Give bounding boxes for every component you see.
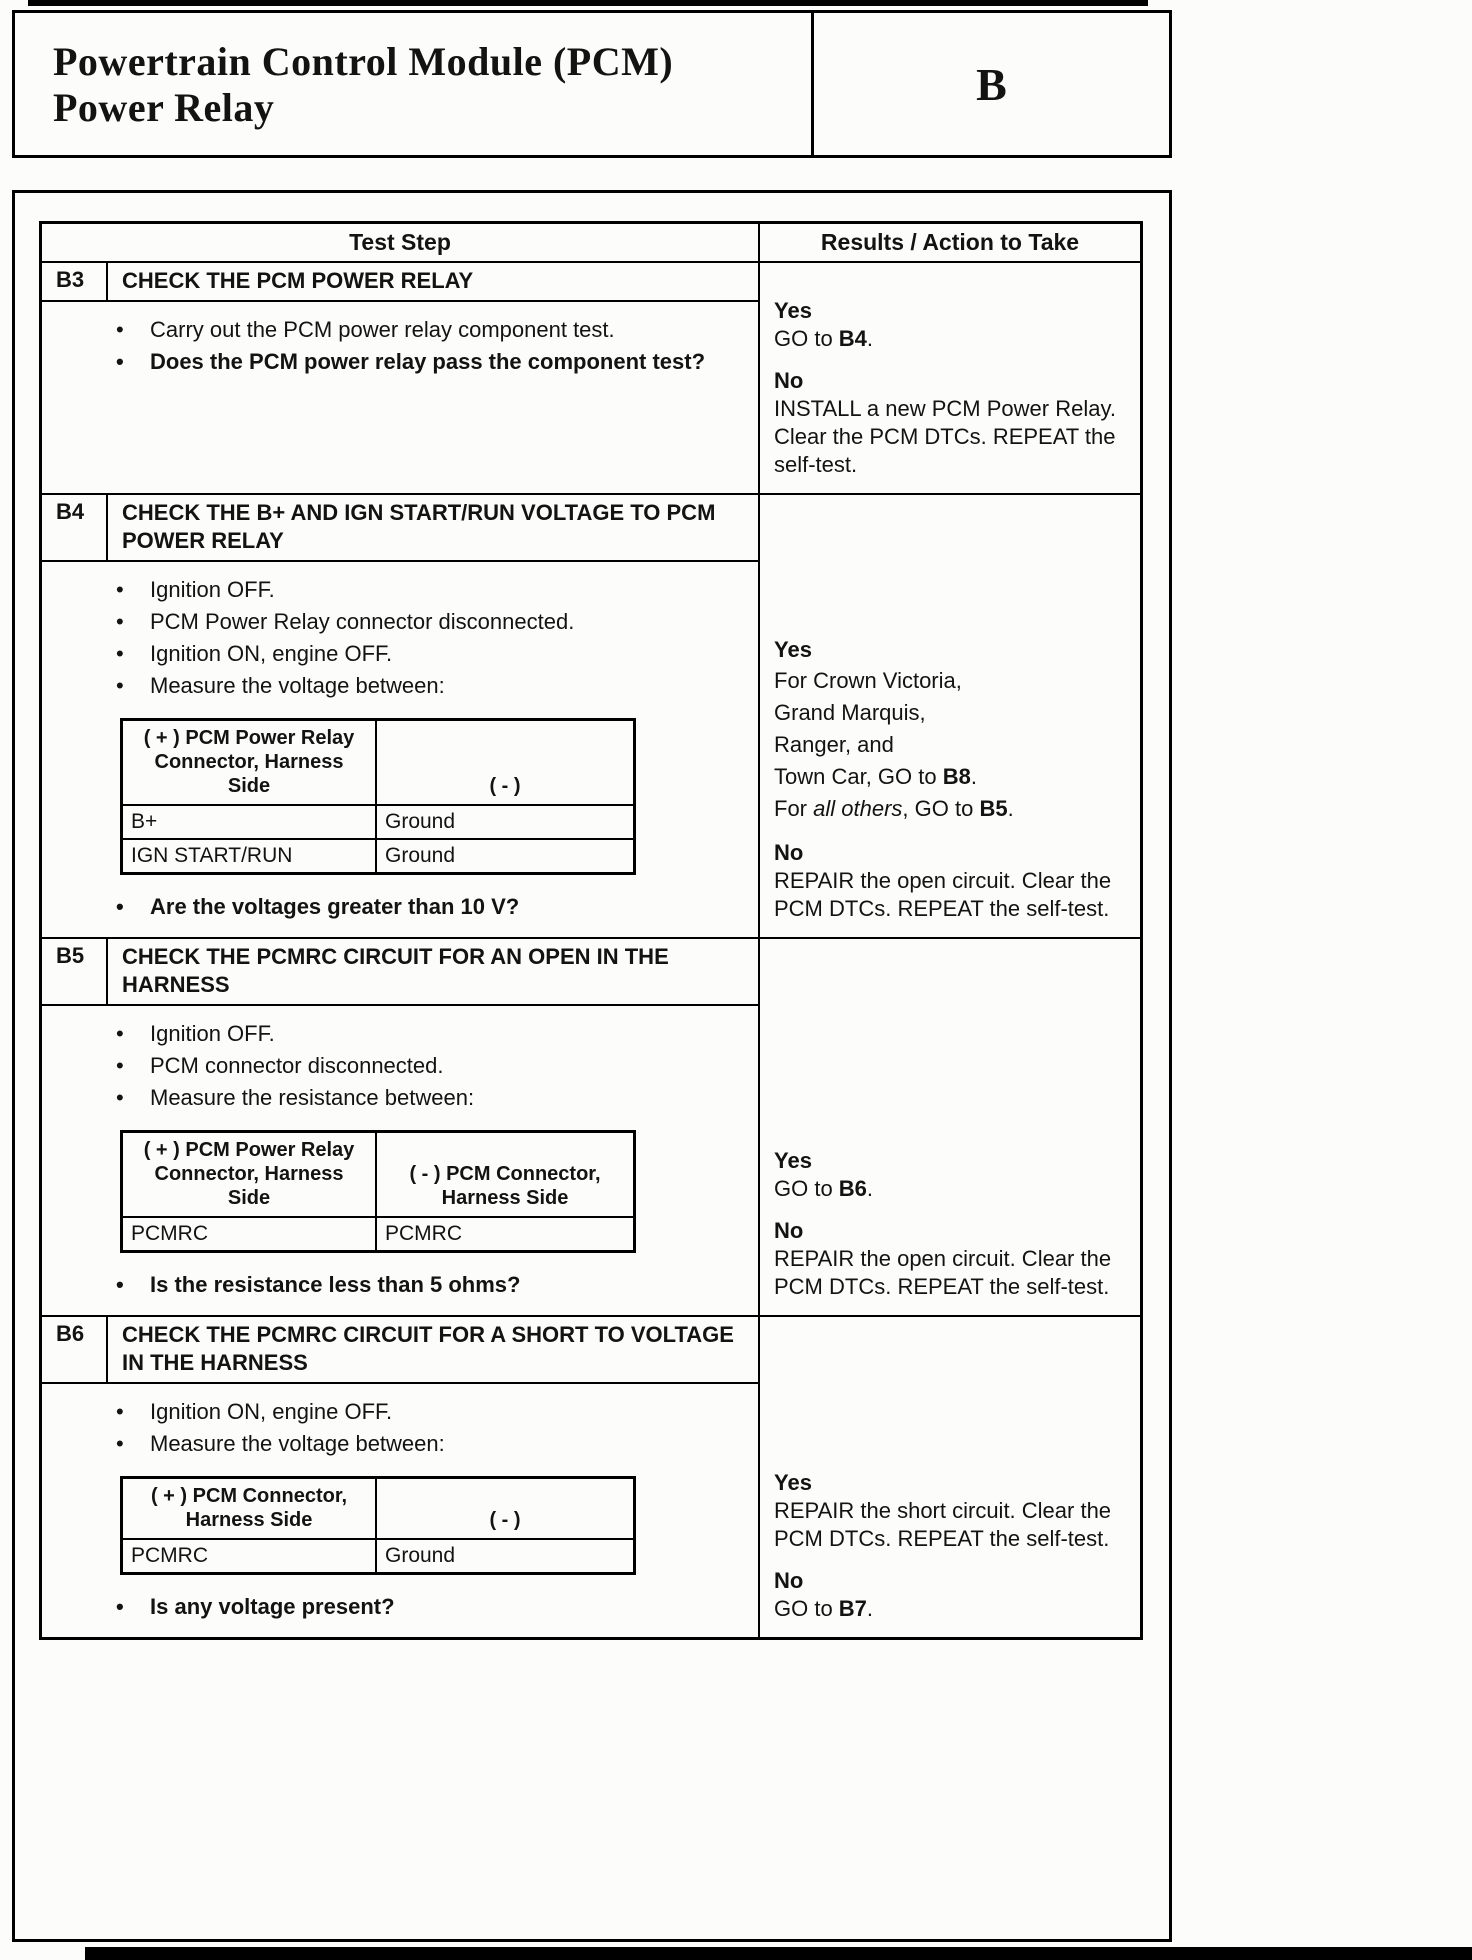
- yes-block: [774, 634, 1130, 825]
- bullet-text: PCM Power Relay connector disconnected.: [150, 608, 575, 634]
- plus-header-cell: ( + ) PCM Power Relay Connector, Harness Side: [123, 721, 377, 804]
- minus-cell: Ground: [385, 809, 456, 833]
- document-header: [12, 10, 1172, 158]
- step-b4-body: [42, 562, 758, 937]
- step-b5-results-cell: [760, 939, 1140, 1315]
- page-title-line1: Powertrain Control Module (PCM): [53, 39, 674, 84]
- yes-action: [774, 325, 1130, 353]
- yes-label: Yes: [774, 636, 812, 662]
- pinpoint-test-table: [39, 221, 1143, 1640]
- action-text: GO to: [774, 325, 839, 351]
- bullet-icon: •: [116, 640, 124, 666]
- bullet-text: Ignition ON, engine OFF.: [150, 640, 393, 666]
- yes-action-line: Ranger, and: [774, 732, 894, 758]
- bullet-icon: •: [116, 1398, 124, 1424]
- list-item: [42, 1082, 758, 1114]
- bullet-text: Is the resistance less than 5 ohms?: [150, 1271, 521, 1297]
- bullet-icon: •: [116, 316, 124, 342]
- spacer: [774, 1203, 1130, 1217]
- step-reference: B6: [838, 1176, 867, 1202]
- bullet-text: Is any voltage present?: [150, 1593, 395, 1619]
- bullet-icon: •: [116, 1020, 124, 1046]
- minus-cell: Ground: [385, 843, 456, 867]
- step-row-b5: [42, 937, 1140, 1315]
- plus-header-cell: ( + ) PCM Connector, Harness Side: [123, 1479, 377, 1538]
- results-column-header: Results / Action to Take: [820, 229, 1080, 255]
- bullet-text: Does the PCM power relay pass the component test?: [150, 348, 706, 374]
- no-label: No: [774, 1217, 804, 1243]
- page-title-line2: Power Relay: [53, 85, 275, 130]
- bullet-text: Measure the voltage between:: [150, 1430, 445, 1456]
- list-item-question: [42, 1591, 758, 1623]
- bullet-text: Ignition OFF.: [150, 1020, 275, 1046]
- list-item: [42, 314, 758, 346]
- measurement-table: [120, 1130, 636, 1253]
- yes-action: [774, 1175, 1130, 1203]
- action-text: GO to: [774, 1176, 839, 1202]
- bullet-text: Are the voltages greater than 10 V?: [150, 893, 520, 919]
- step-b3-header: [42, 263, 758, 302]
- page-title: [15, 13, 811, 155]
- bullet-icon: •: [116, 608, 124, 634]
- yes-action-line: Grand Marquis,: [774, 700, 926, 726]
- bullet-icon: •: [116, 1271, 124, 1297]
- list-item-question: [42, 1269, 758, 1301]
- step-b4-test-step-cell: [42, 495, 760, 937]
- list-item: [42, 670, 758, 702]
- no-action: REPAIR the open circuit. Clear the PCM DTCs. REPEAT the self-test.: [774, 1245, 1112, 1299]
- list-item: [42, 574, 758, 606]
- bullet-icon: •: [116, 1593, 124, 1619]
- step-id: B3: [42, 263, 108, 300]
- minus-header-cell: ( - ) PCM Connector, Harness Side: [409, 1163, 601, 1210]
- minus-header-cell: ( - ): [489, 775, 521, 798]
- minus-cell: Ground: [385, 1543, 456, 1567]
- yes-action: REPAIR the short circuit. Clear the PCM DTCs. REPEAT the self-test.: [774, 1497, 1112, 1551]
- action-text: .: [866, 1595, 874, 1621]
- step-title: CHECK THE B+ AND IGN START/RUN VOLTAGE TO PCM POWER RELAY: [122, 499, 716, 554]
- table-header-row: [42, 224, 1140, 263]
- action-text: .: [1007, 795, 1014, 821]
- bullet-icon: •: [116, 1084, 124, 1110]
- measurement-table-header: [123, 1479, 633, 1540]
- plus-cell: B+: [123, 806, 377, 838]
- yes-action-line: [774, 793, 1130, 825]
- list-item: [42, 638, 758, 670]
- bullet-icon: •: [116, 1052, 124, 1078]
- step-title: CHECK THE PCMRC CIRCUIT FOR A SHORT TO VOLTAGE IN THE HARNESS: [122, 1321, 734, 1376]
- yes-label: Yes: [774, 298, 812, 323]
- no-label: No: [774, 367, 804, 393]
- plus-cell: PCMRC: [123, 1218, 377, 1250]
- step-title: CHECK THE PCM POWER RELAY: [122, 268, 474, 293]
- pinpoint-test-frame: [12, 190, 1172, 1942]
- yes-label: Yes: [774, 1148, 812, 1174]
- plus-cell: IGN START/RUN: [123, 840, 377, 872]
- action-text: .: [970, 764, 977, 790]
- step-reference: B4: [838, 325, 867, 351]
- step-id: B4: [42, 495, 108, 560]
- step-id: B5: [42, 939, 108, 1004]
- minus-cell: PCMRC: [385, 1221, 462, 1245]
- measurement-table-header: [123, 721, 633, 806]
- step-b5-header: [42, 939, 758, 1006]
- no-action: REPAIR the open circuit. Clear the PCM DTCs. REPEAT the self-test.: [774, 867, 1112, 921]
- step-b6-body: [42, 1384, 758, 1637]
- step-b6-results-cell: [760, 1317, 1140, 1637]
- table-row: [123, 838, 633, 872]
- step-b6-header: [42, 1317, 758, 1384]
- step-title: CHECK THE PCMRC CIRCUIT FOR AN OPEN IN THE HARNESS: [122, 943, 669, 998]
- bullet-text: Carry out the PCM power relay component test.: [150, 316, 615, 342]
- plus-cell: PCMRC: [123, 1540, 377, 1572]
- step-b6-test-step-cell: [42, 1317, 760, 1637]
- list-item-question: [42, 346, 758, 378]
- bullet-icon: •: [116, 576, 124, 602]
- step-row-b3: [42, 263, 1140, 493]
- bullet-icon: •: [116, 672, 124, 698]
- list-item-question: [42, 891, 758, 923]
- list-item: [42, 1396, 758, 1428]
- bullet-text: Measure the voltage between:: [150, 672, 445, 698]
- bullet-text: Ignition OFF.: [150, 576, 275, 602]
- minus-header-cell: ( - ): [489, 1509, 521, 1532]
- step-b4-results-cell: [760, 495, 1140, 937]
- step-b4-header: [42, 495, 758, 562]
- spacer: [774, 825, 1130, 839]
- scan-artifact-top: [28, 0, 1148, 6]
- bullet-icon: •: [116, 1430, 124, 1456]
- test-step-column-header: Test Step: [42, 224, 760, 261]
- action-text: , GO to: [902, 795, 980, 821]
- plus-header-cell: ( + ) PCM Power Relay Connector, Harness Side: [123, 1133, 377, 1216]
- table-row: [123, 806, 633, 838]
- scan-artifact-bottom: [85, 1947, 1472, 1960]
- table-row: [123, 1218, 633, 1250]
- action-text: Town Car, GO to: [774, 764, 943, 790]
- step-b3-results-cell: [760, 263, 1140, 493]
- step-b5-test-step-cell: [42, 939, 760, 1315]
- measurement-table: [120, 718, 636, 875]
- bullet-text: Measure the resistance between:: [150, 1084, 475, 1110]
- list-item: [42, 1428, 758, 1460]
- yes-label: Yes: [774, 1469, 812, 1495]
- step-reference: B5: [979, 795, 1008, 821]
- section-letter-badge: B: [811, 13, 1169, 155]
- measurement-table-header: [123, 1133, 633, 1218]
- no-label: No: [774, 839, 804, 865]
- yes-action-line: [774, 761, 1130, 793]
- action-text: .: [866, 325, 874, 351]
- table-row: [123, 1540, 633, 1572]
- step-b3-test-step-cell: [42, 263, 760, 493]
- bullet-text: Ignition ON, engine OFF.: [150, 1398, 393, 1424]
- action-text-italic: all others: [813, 795, 903, 821]
- bullet-icon: •: [116, 348, 124, 374]
- spacer: [774, 353, 1130, 367]
- no-label: No: [774, 1567, 804, 1593]
- spacer: [774, 1553, 1130, 1567]
- action-text: GO to: [774, 1595, 839, 1621]
- bullet-icon: •: [116, 893, 124, 919]
- list-item: [42, 1050, 758, 1082]
- no-action: [774, 1595, 1130, 1623]
- step-b5-body: [42, 1006, 758, 1315]
- list-item: [42, 1018, 758, 1050]
- bullet-text: PCM connector disconnected.: [150, 1052, 444, 1078]
- step-reference: B7: [838, 1595, 867, 1621]
- action-text: For: [774, 795, 814, 821]
- list-item: [42, 606, 758, 638]
- action-text: .: [866, 1176, 874, 1202]
- step-reference: B8: [942, 764, 971, 790]
- yes-action-line: For Crown Victoria,: [774, 668, 962, 694]
- step-row-b4: [42, 493, 1140, 937]
- step-b3-body: [42, 302, 758, 493]
- measurement-table: [120, 1476, 636, 1575]
- step-id: B6: [42, 1317, 108, 1382]
- step-row-b6: [42, 1315, 1140, 1637]
- no-action: INSTALL a new PCM Power Relay. Clear the PCM DTCs. REPEAT the self-test.: [774, 395, 1116, 477]
